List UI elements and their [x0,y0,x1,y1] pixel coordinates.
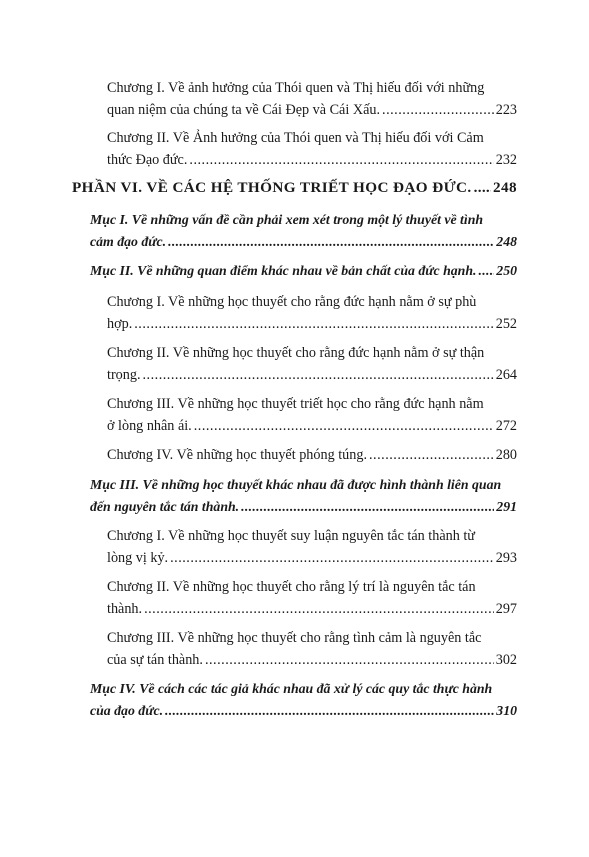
dot-leader [205,649,494,671]
toc-page-number: 264 [495,367,517,383]
toc-page-number: 232 [495,152,517,168]
toc-section [90,260,517,282]
toc-entry-text: Mục II. Về những quan điểm khác nhau về bản chất của đức hạnh. [90,263,477,278]
toc-entry-text: thành. [107,601,143,617]
toc-page-number: 223 [495,102,517,118]
toc-entry-text: Chương II. Về Ảnh hưởng của Thói quen và Thị hiếu đối với Cảm [107,130,484,146]
toc-section [90,209,517,253]
toc-entry-text: Chương I. Về ảnh hưởng của Thói quen và Thị hiếu đối với những [107,80,485,96]
toc-entry-text: Chương III. Về những học thuyết triết học cho rằng đức hạnh nằm [107,396,484,412]
toc-entry-text: Chương IV. Về những học thuyết phóng túng. [107,447,367,463]
toc-entry [107,444,517,466]
toc-entry-text: ở lòng nhân ái. [107,418,192,434]
toc-entry-text: Chương II. Về những học thuyết cho rằng lý trí là nguyên tắc tán [107,579,476,595]
dot-leader [165,700,494,722]
toc-page-number: 291 [496,499,517,514]
dot-leader [144,598,494,620]
toc-entry [107,127,517,171]
toc-page-number: 248 [493,179,517,196]
toc-entry-text: cảm đạo đức. [90,234,167,249]
toc-page-number: 272 [495,418,517,434]
dot-leader [369,444,494,466]
toc-page-number: 297 [495,601,517,617]
toc-entry-text: quan niệm của chúng ta về Cái Đẹp và Cái Xấu. [107,102,381,118]
toc-section [90,474,517,518]
dot-leader [143,364,494,386]
toc-page-number: 302 [495,652,517,668]
toc-page-number: 280 [495,447,517,463]
toc-entry [107,77,517,121]
toc-entry-text: Mục IV. Về cách các tác giả khác nhau đã xử lý các quy tắc thực hành [90,681,493,696]
toc-page-number: 310 [496,703,517,718]
toc-entry [107,342,517,386]
toc-entry [107,627,517,671]
toc-entry-text: đến nguyên tắc tán thành. [90,499,240,514]
toc-page-number: 250 [496,263,517,278]
dot-leader [241,496,494,518]
toc-entry-text: Chương I. Về những học thuyết suy luận nguyên tắc tán thành từ [107,528,475,544]
toc-part-heading [72,177,517,199]
dot-leader [194,415,494,437]
toc-page-number: 248 [496,234,517,249]
toc-page-number: 252 [495,316,517,332]
dot-leader [474,177,491,199]
dot-leader [382,99,494,121]
toc-entry-text: Mục III. Về những học thuyết khác nhau đã được hình thành liên quan [90,477,502,492]
toc-entry-text: Mục I. Về những vấn đề cần phải xem xét trong một lý thuyết về tình [90,212,484,227]
toc-entry-text: PHẦN VI. VỀ CÁC HỆ THỐNG TRIẾT HỌC ĐẠO ĐỨC. [72,179,472,196]
toc-entry [107,291,517,335]
toc-entry-text: lòng vị kỷ. [107,550,169,566]
dot-leader [170,547,494,569]
toc-entry-text: của đạo đức. [90,703,164,718]
toc-entry-text: Chương I. Về những học thuyết cho rằng đức hạnh nằm ở sự phù [107,294,477,310]
toc-section [90,678,517,722]
toc-entry-text: Chương II. Về những học thuyết cho rằng đức hạnh nằm ở sự thận [107,345,485,361]
dot-leader [168,231,494,253]
toc-page-number: 293 [495,550,517,566]
toc-entry-text: của sự tán thành. [107,652,203,668]
dot-leader [189,149,493,171]
toc-entry-text: hợp. [107,316,133,332]
toc-entry-text: thức Đạo đức. [107,152,188,168]
toc-entry [107,393,517,437]
toc-entry-text: trọng. [107,367,141,383]
toc-entry [107,525,517,569]
dot-leader [134,313,493,335]
toc-entry-text: Chương III. Về những học thuyết cho rằng tình cảm là nguyên tắc [107,630,482,646]
toc-entry [107,576,517,620]
dot-leader [478,260,494,282]
